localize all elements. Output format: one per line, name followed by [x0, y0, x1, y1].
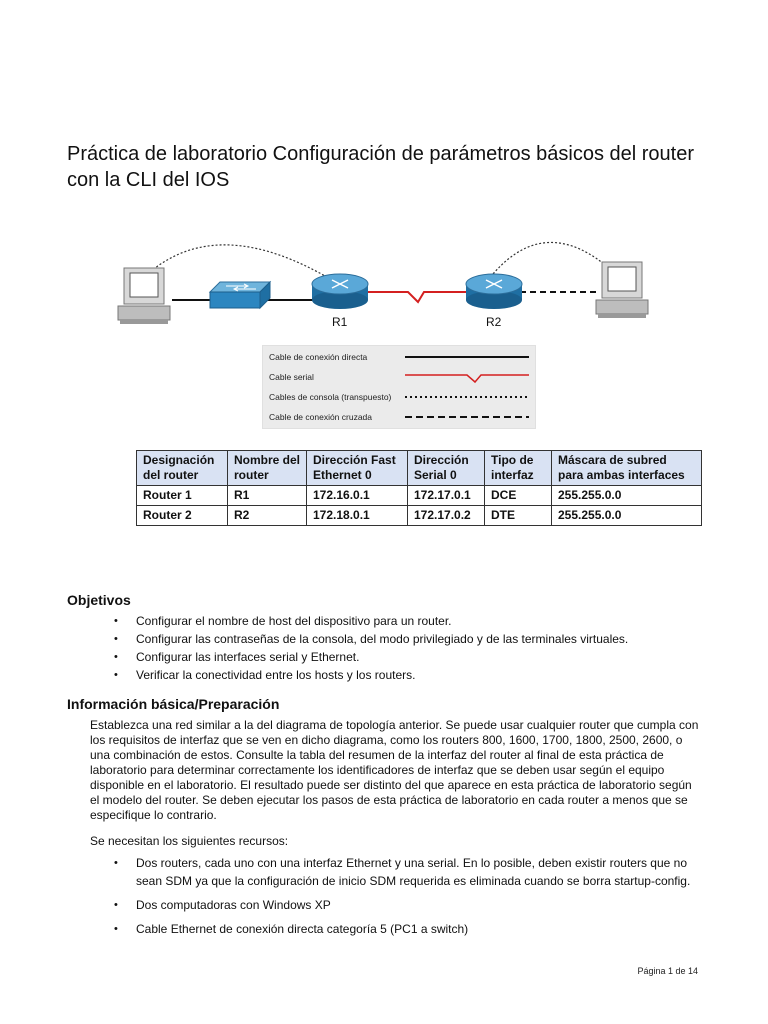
- switch-icon: [210, 282, 270, 308]
- table-header-cell: Nombre del router: [228, 451, 307, 486]
- background-heading: Información básica/Preparación: [67, 696, 280, 712]
- serial-cable: [366, 292, 466, 302]
- legend-row-serial: [269, 368, 529, 386]
- list-item: • Configurar las interfaces serial y Ethernet.: [114, 648, 714, 666]
- objectives-heading: Objetivos: [67, 592, 131, 608]
- legend-row-straight: [269, 348, 529, 366]
- table-cell: R2: [228, 506, 307, 526]
- table-cell: 172.16.0.1: [307, 486, 408, 506]
- pc2-icon: [596, 262, 648, 318]
- legend-straight-line-icon: [405, 348, 531, 366]
- router-r1-label: R1: [332, 315, 348, 329]
- legend-label: Cable serial: [269, 372, 314, 382]
- table-header-cell: Tipo de interfaz: [485, 451, 552, 486]
- table-cell: 255.255.0.0: [552, 486, 702, 506]
- table-cell: 255.255.0.0: [552, 506, 702, 526]
- table-cell: 172.17.0.2: [408, 506, 485, 526]
- table-header-cell: Dirección Serial 0: [408, 451, 485, 486]
- list-item: • Verificar la conectividad entre los hosts y los routers.: [114, 666, 714, 684]
- console-cable-left: [150, 245, 332, 280]
- resources-list: [114, 854, 704, 944]
- table-cell: 172.17.0.1: [408, 486, 485, 506]
- table-row: [137, 486, 702, 506]
- list-item: • Dos computadoras con Windows XP: [114, 896, 704, 914]
- objectives-list: [114, 612, 714, 684]
- list-item: • Configurar las contraseñas de la consola, del modo privilegiado y de las terminales virtuales.: [114, 630, 714, 648]
- pc1-icon: [118, 268, 170, 324]
- table-row: [137, 506, 702, 526]
- table-header-cell: Dirección Fast Ethernet 0: [307, 451, 408, 486]
- table-cell: Router 1: [137, 486, 228, 506]
- table-cell: R1: [228, 486, 307, 506]
- router-r2-icon: [466, 274, 522, 309]
- legend-label: Cable de conexión cruzada: [269, 412, 373, 422]
- legend-serial-line-icon: [405, 368, 531, 386]
- legend-label: Cables de consola (transpuesto): [269, 392, 392, 402]
- list-item: • Configurar el nombre de host del dispositivo para un router.: [114, 612, 714, 630]
- legend-row-console: [269, 388, 529, 406]
- legend-label: Cable de conexión directa: [269, 352, 368, 362]
- table-header-row: [137, 451, 702, 486]
- resources-intro: Se necesitan los siguientes recursos:: [90, 834, 289, 848]
- cable-legend: [262, 345, 536, 429]
- topology-diagram: [110, 222, 670, 342]
- table-header-cell: Máscara de subred para ambas interfaces: [552, 451, 702, 486]
- legend-row-crossover: [269, 408, 529, 426]
- table-cell: DTE: [485, 506, 552, 526]
- legend-dotted-line-icon: [405, 388, 531, 406]
- table-cell: Router 2: [137, 506, 228, 526]
- list-item: • Dos routers, cada uno con una interfaz Ethernet y una serial. En lo posible, deben existir routers que no sean SDM ya que la configuración de inicio SDM requerida es eliminada cuando se borra startup-config.: [114, 854, 704, 890]
- table-cell: 172.18.0.1: [307, 506, 408, 526]
- list-item: • Cable Ethernet de conexión directa categoría 5 (PC1 a switch): [114, 920, 704, 938]
- legend-dashed-line-icon: [405, 408, 531, 426]
- addressing-table: [136, 450, 702, 526]
- table-header-cell: Designación del router: [137, 451, 228, 486]
- page-title: Práctica de laboratorio Configuración de parámetros básicos del router con la CLI del IOS: [67, 143, 695, 191]
- router-r2-label: R2: [486, 315, 502, 329]
- background-paragraph: Establezca una red similar a la del diagrama de topología anterior. Se puede usar cualquier router que cumpla con los requisitos de interfaz que se ven en dicho diagrama, como los routers 800, 1600, 1700, 1800, 2500, 2600, o una combinación de estos. Consulte la tabla del resumen de la interfaz del router al final de esta práctica de laboratorio para determinar correctamente los identificadores de interfaz que se deben usar según el equipo disponible en el laboratorio. El resultado puede ser distinto del que aparece en esta práctica de laboratorio según el modelo del router. Se deben ejecutar los pasos de esta práctica de laboratorio en cada router a menos que se especifique lo contrario.: [90, 718, 699, 822]
- table-cell: DCE: [485, 486, 552, 506]
- page-number: Página 1 de 14: [637, 966, 698, 976]
- router-r1-icon: [312, 274, 368, 309]
